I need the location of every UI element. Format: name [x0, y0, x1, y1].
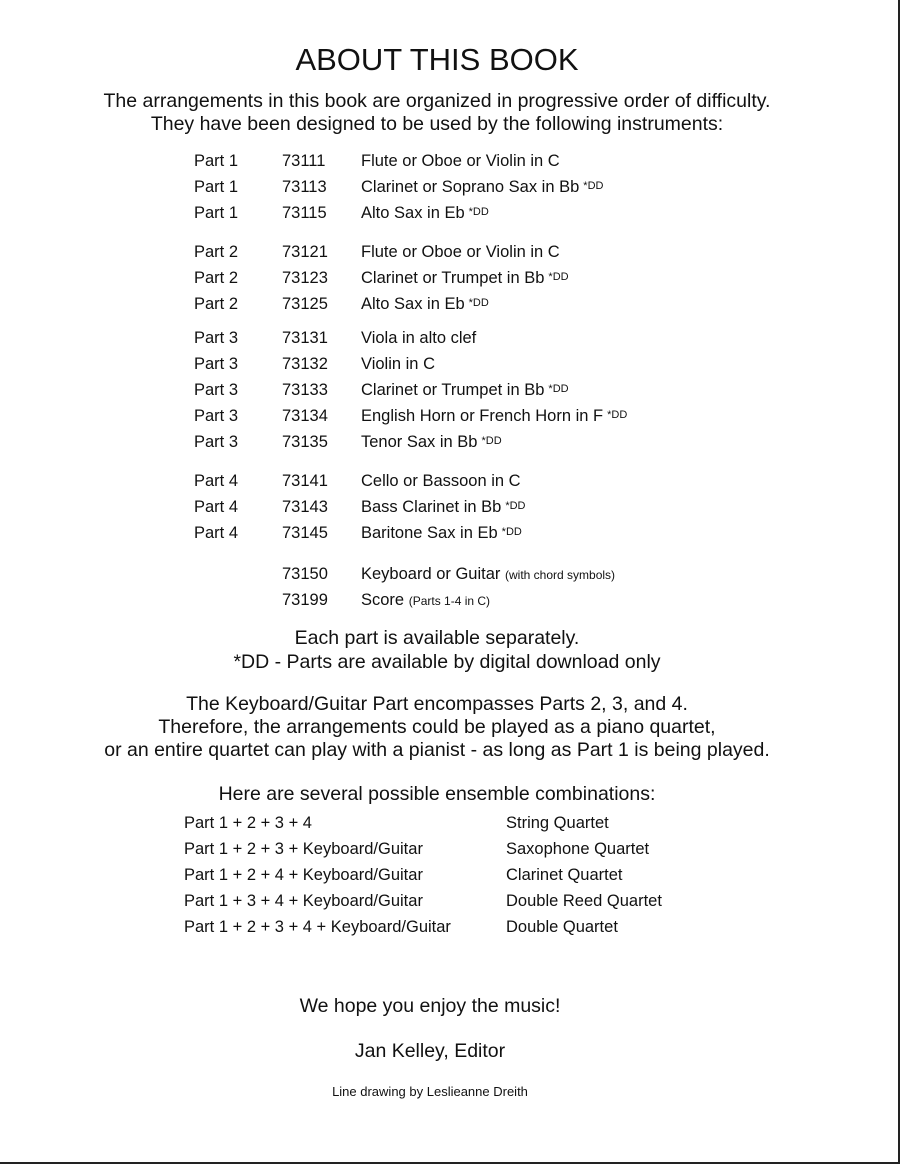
catalog-number: 73132 [282, 355, 328, 373]
page-title: ABOUT THIS BOOK [295, 42, 579, 77]
instrument-name: Clarinet or Trumpet in Bb $^{*DD}$ [361, 269, 569, 287]
instrument-name: Viola in alto clef [361, 329, 477, 347]
catalog-number: 73123 [282, 269, 328, 287]
combination-parts: Part 1 + 2 + 3 + 4 + Keyboard/Guitar [184, 918, 451, 936]
keyboard-line: Therefore, the arrangements could be played as a piano quartet, [158, 716, 716, 738]
catalog-number: 73121 [282, 243, 328, 261]
combination-ensemble: String Quartet [506, 814, 609, 832]
catalog-number: 73113 [282, 178, 327, 196]
catalog-number: 73145 [282, 524, 328, 542]
catalog-number: 73111 [282, 152, 326, 170]
part-label: Part 1 [194, 152, 239, 170]
catalog-number: 73131 [282, 329, 328, 347]
catalog-number: 73135 [282, 433, 328, 451]
combination-ensemble: Clarinet Quartet [506, 866, 623, 884]
instrument-name: Baritone Sax in Eb $^{*DD}$ [361, 524, 522, 542]
dd-marker: *DD [548, 383, 569, 395]
combination-ensemble: Double Quartet [506, 918, 618, 936]
instrument-name: Flute or Oboe or Violin in C [361, 152, 560, 170]
keyboard-line: The Keyboard/Guitar Part encompasses Parts 2, 3, and 4. [186, 693, 688, 715]
combinations-heading: Here are several possible ensemble combinations: [218, 783, 656, 805]
keyboard-line: or an entire quartet can play with a pianist - as long as Part 1 is being played. [104, 739, 770, 761]
instrument-name: Clarinet or Soprano Sax in Bb $^{*DD}$ [361, 178, 604, 196]
part-label: Part 4 [194, 524, 239, 542]
dd-marker: *DD [481, 435, 502, 447]
keyboard-paragraph [0, 693, 874, 762]
intro-line: The arrangements in this book are organized in progressive order of difficulty. [103, 90, 771, 112]
dd-marker: *DD [468, 206, 489, 218]
combination-parts: Part 1 + 2 + 3 + 4 [184, 814, 312, 832]
catalog-number: 73115 [282, 204, 327, 222]
combination-ensemble: Saxophone Quartet [506, 840, 650, 858]
part-label: Part 3 [194, 329, 239, 347]
catalog-number: 73125 [282, 295, 328, 313]
instrument-name: Flute or Oboe or Violin in C [361, 243, 560, 261]
part-label: Part 2 [194, 243, 239, 261]
part-label: Part 1 [194, 178, 239, 196]
instrument-name: Clarinet or Trumpet in Bb $^{*DD}$ [361, 381, 569, 399]
catalog-number: 73134 [282, 407, 328, 425]
instrument-name: Keyboard or Guitar (with chord symbols) [361, 565, 616, 583]
part-label: Part 3 [194, 433, 239, 451]
part-label: Part 1 [194, 204, 239, 222]
part-label: Part 4 [194, 472, 239, 490]
instrument-name: Cello or Bassoon in C [361, 472, 521, 490]
instrument-name: Alto Sax in Eb $^{*DD}$ [361, 295, 489, 313]
part-label: Part 3 [194, 407, 239, 425]
catalog-number: 73133 [282, 381, 328, 399]
combination-ensemble: Double Reed Quartet [506, 892, 662, 910]
instrument-name: Score (Parts 1-4 in C) [361, 591, 491, 609]
dd-marker: *DD [583, 180, 604, 192]
catalog-number: 73199 [282, 591, 328, 609]
part-label: Part 3 [194, 381, 239, 399]
instrument-name: Alto Sax in Eb $^{*DD}$ [361, 204, 489, 222]
availability-note: Each part is available separately. [294, 627, 580, 649]
dd-marker: *DD [505, 500, 526, 512]
part-label: Part 2 [194, 295, 239, 313]
instrument-name: Violin in C [361, 355, 435, 373]
part-label: Part 2 [194, 269, 239, 287]
combination-parts: Part 1 + 2 + 3 + Keyboard/Guitar [184, 840, 423, 858]
instrument-detail: (with chord symbols) [505, 568, 616, 582]
editor-signature: Jan Kelley, Editor [354, 1040, 506, 1062]
instrument-name: Bass Clarinet in Bb $^{*DD}$ [361, 498, 526, 516]
digital-download-note: *DD - Parts are available by digital download only [233, 651, 661, 673]
part-label: Part 4 [194, 498, 239, 516]
instrument-name: English Horn or French Horn in F $^{*DD}$ [361, 407, 628, 425]
closing-message: We hope you enjoy the music! [299, 995, 561, 1017]
part-label: Part 3 [194, 355, 239, 373]
catalog-number: 73143 [282, 498, 328, 516]
catalog-number: 73141 [282, 472, 328, 490]
combination-parts: Part 1 + 2 + 4 + Keyboard/Guitar [184, 866, 423, 884]
intro-line: They have been designed to be used by the following instruments: [150, 113, 724, 135]
illustration-credit: Line drawing by Leslieanne Dreith [332, 1084, 528, 1099]
combination-parts: Part 1 + 3 + 4 + Keyboard/Guitar [184, 892, 423, 910]
dd-marker: *DD [501, 526, 522, 538]
catalog-number: 73150 [282, 565, 328, 583]
dd-marker: *DD [548, 271, 569, 283]
dd-marker: *DD [607, 409, 628, 421]
dd-marker: *DD [468, 297, 489, 309]
intro-paragraph [0, 90, 874, 136]
instrument-name: Tenor Sax in Bb $^{*DD}$ [361, 433, 502, 451]
instrument-detail: (Parts 1-4 in C) [408, 594, 491, 608]
